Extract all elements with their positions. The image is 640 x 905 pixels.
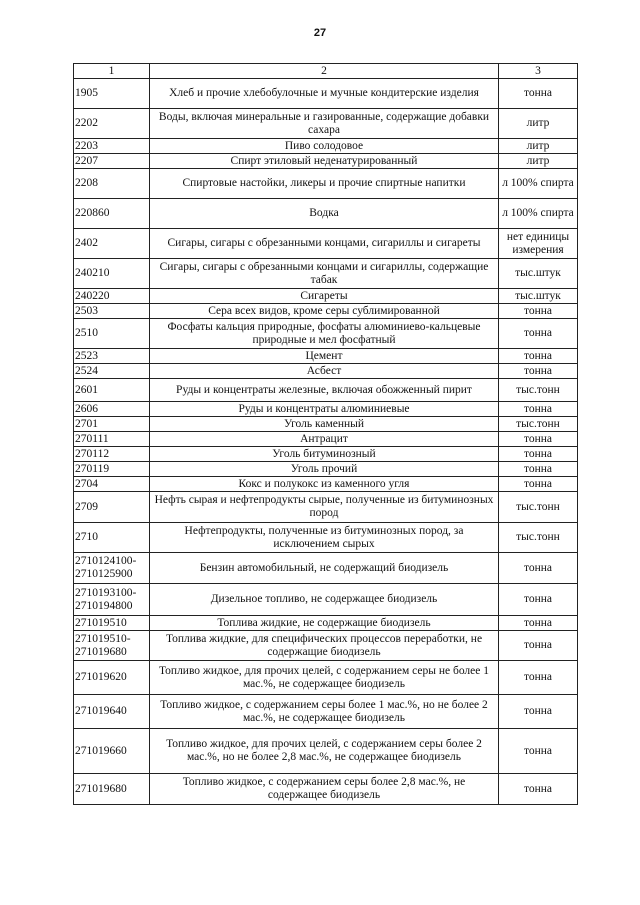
table-row — [74, 259, 578, 289]
unit-cell: тонна — [499, 729, 578, 774]
code-cell: 271019680 — [74, 774, 150, 805]
unit-cell: тонна — [499, 432, 578, 447]
unit-cell: тонна — [499, 661, 578, 695]
name-cell: Антрацит — [150, 432, 499, 447]
table-row — [74, 631, 578, 661]
unit-cell: л 100% спирта — [499, 169, 578, 199]
table-row — [74, 774, 578, 805]
table-row — [74, 379, 578, 402]
table-row — [74, 154, 578, 169]
table-row — [74, 661, 578, 695]
table-row — [74, 109, 578, 139]
unit-cell: тонна — [499, 364, 578, 379]
code-cell: 270119 — [74, 462, 150, 477]
unit-cell: тонна — [499, 402, 578, 417]
code-cell: 2704 — [74, 477, 150, 492]
name-cell: Асбест — [150, 364, 499, 379]
code-cell: 271019510 — [74, 616, 150, 631]
code-cell: 270112 — [74, 447, 150, 462]
table-row — [74, 523, 578, 553]
unit-cell: тонна — [499, 616, 578, 631]
unit-cell: тонна — [499, 447, 578, 462]
name-cell: Сигары, сигары с обрезанными концами, сигариллы и сигареты — [150, 229, 499, 259]
name-cell: Руды и концентраты алюминиевые — [150, 402, 499, 417]
unit-cell: тыс.тонн — [499, 523, 578, 553]
table-body — [74, 79, 578, 805]
table-row — [74, 169, 578, 199]
name-cell: Пиво солодовое — [150, 139, 499, 154]
name-cell: Сигареты — [150, 289, 499, 304]
table-row — [74, 616, 578, 631]
table-row — [74, 304, 578, 319]
code-cell: 2208 — [74, 169, 150, 199]
name-cell: Сигары, сигары с обрезанными концами и сигариллы, содержащие табак — [150, 259, 499, 289]
page-number: 27 — [313, 27, 327, 39]
name-cell: Спирт этиловый неденатурированный — [150, 154, 499, 169]
code-cell: 2524 — [74, 364, 150, 379]
table-row — [74, 349, 578, 364]
table-row — [74, 364, 578, 379]
name-cell: Уголь каменный — [150, 417, 499, 432]
name-cell: Спиртовые настойки, ликеры и прочие спиртные напитки — [150, 169, 499, 199]
code-cell: 2203 — [74, 139, 150, 154]
name-cell: Уголь битуминозный — [150, 447, 499, 462]
unit-cell: тыс.тонн — [499, 379, 578, 402]
code-cell: 240210 — [74, 259, 150, 289]
code-cell: 271019620 — [74, 661, 150, 695]
code-cell: 2606 — [74, 402, 150, 417]
unit-cell: тонна — [499, 79, 578, 109]
table-row — [74, 729, 578, 774]
unit-cell: тыс.штук — [499, 259, 578, 289]
code-cell: 2510 — [74, 319, 150, 349]
table-row — [74, 432, 578, 447]
code-cell: 271019510-271019680 — [74, 631, 150, 661]
table-row — [74, 492, 578, 523]
name-cell: Водка — [150, 199, 499, 229]
unit-cell: литр — [499, 154, 578, 169]
name-cell: Бензин автомобильный, не содержащий биодизель — [150, 553, 499, 584]
code-cell: 2402 — [74, 229, 150, 259]
column-header-code: 1 — [74, 64, 150, 79]
column-header-unit: 3 — [499, 64, 578, 79]
table-row — [74, 417, 578, 432]
table-row — [74, 553, 578, 584]
code-cell: 2202 — [74, 109, 150, 139]
unit-cell: тонна — [499, 774, 578, 805]
name-cell: Топлива жидкие, для специфических процессов переработки, не содержащие биодизель — [150, 631, 499, 661]
name-cell: Воды, включая минеральные и газированные, содержащие добавки сахара — [150, 109, 499, 139]
table-row — [74, 584, 578, 616]
unit-cell: тонна — [499, 477, 578, 492]
unit-cell: тыс.тонн — [499, 492, 578, 523]
name-cell: Уголь прочий — [150, 462, 499, 477]
code-cell: 2207 — [74, 154, 150, 169]
code-cell: 240220 — [74, 289, 150, 304]
name-cell: Кокс и полукокс из каменного угля — [150, 477, 499, 492]
code-cell: 2710124100-2710125900 — [74, 553, 150, 584]
column-header-name: 2 — [150, 64, 499, 79]
code-cell: 2523 — [74, 349, 150, 364]
table-row — [74, 79, 578, 109]
table-header-row — [74, 64, 578, 79]
unit-cell: тонна — [499, 319, 578, 349]
table-row — [74, 477, 578, 492]
code-cell: 2503 — [74, 304, 150, 319]
name-cell: Сера всех видов, кроме серы сублимированной — [150, 304, 499, 319]
code-cell: 1905 — [74, 79, 150, 109]
unit-cell: нет единицы измерения — [499, 229, 578, 259]
unit-cell: тыс.тонн — [499, 417, 578, 432]
name-cell: Фосфаты кальция природные, фосфаты алюминиево-кальцевые природные и мел фосфатный — [150, 319, 499, 349]
name-cell: Руды и концентраты железные, включая обожженный пирит — [150, 379, 499, 402]
code-cell: 2709 — [74, 492, 150, 523]
unit-cell: литр — [499, 109, 578, 139]
name-cell: Нефть сырая и нефтепродукты сырые, полученные из битуминозных пород — [150, 492, 499, 523]
code-cell: 2601 — [74, 379, 150, 402]
code-cell: 2710193100-2710194800 — [74, 584, 150, 616]
name-cell: Топлива жидкие, не содержащие биодизель — [150, 616, 499, 631]
table-row — [74, 447, 578, 462]
table-row — [74, 139, 578, 154]
code-cell: 2710 — [74, 523, 150, 553]
table-row — [74, 289, 578, 304]
table-row — [74, 402, 578, 417]
unit-cell: тонна — [499, 695, 578, 729]
code-cell: 270111 — [74, 432, 150, 447]
unit-cell: тонна — [499, 349, 578, 364]
unit-cell: тонна — [499, 304, 578, 319]
unit-cell: литр — [499, 139, 578, 154]
unit-cell: тыс.штук — [499, 289, 578, 304]
name-cell: Хлеб и прочие хлебобулочные и мучные кондитерские изделия — [150, 79, 499, 109]
name-cell: Нефтепродукты, полученные из битуминозных пород, за исключением сырых — [150, 523, 499, 553]
table-row — [74, 319, 578, 349]
table-row — [74, 229, 578, 259]
table-row — [74, 462, 578, 477]
code-cell: 2701 — [74, 417, 150, 432]
name-cell: Топливо жидкое, с содержанием серы более 2,8 мас.%, не содержащее биодизель — [150, 774, 499, 805]
unit-cell: тонна — [499, 462, 578, 477]
unit-cell: л 100% спирта — [499, 199, 578, 229]
unit-cell: тонна — [499, 584, 578, 616]
table-row — [74, 695, 578, 729]
name-cell: Топливо жидкое, для прочих целей, с содержанием серы не более 1 мас.%, не содержащее биодизель — [150, 661, 499, 695]
code-cell: 220860 — [74, 199, 150, 229]
commodity-table — [73, 63, 578, 805]
name-cell: Топливо жидкое, для прочих целей, с содержанием серы более 2 мас.%, но не более 2,8 мас.%, не содержащее биодизель — [150, 729, 499, 774]
name-cell: Цемент — [150, 349, 499, 364]
code-cell: 271019640 — [74, 695, 150, 729]
unit-cell: тонна — [499, 553, 578, 584]
name-cell: Дизельное топливо, не содержащее биодизель — [150, 584, 499, 616]
table-row — [74, 199, 578, 229]
code-cell: 271019660 — [74, 729, 150, 774]
name-cell: Топливо жидкое, с содержанием серы более 1 мас.%, но не более 2 мас.%, не содержащее биодизель — [150, 695, 499, 729]
unit-cell: тонна — [499, 631, 578, 661]
